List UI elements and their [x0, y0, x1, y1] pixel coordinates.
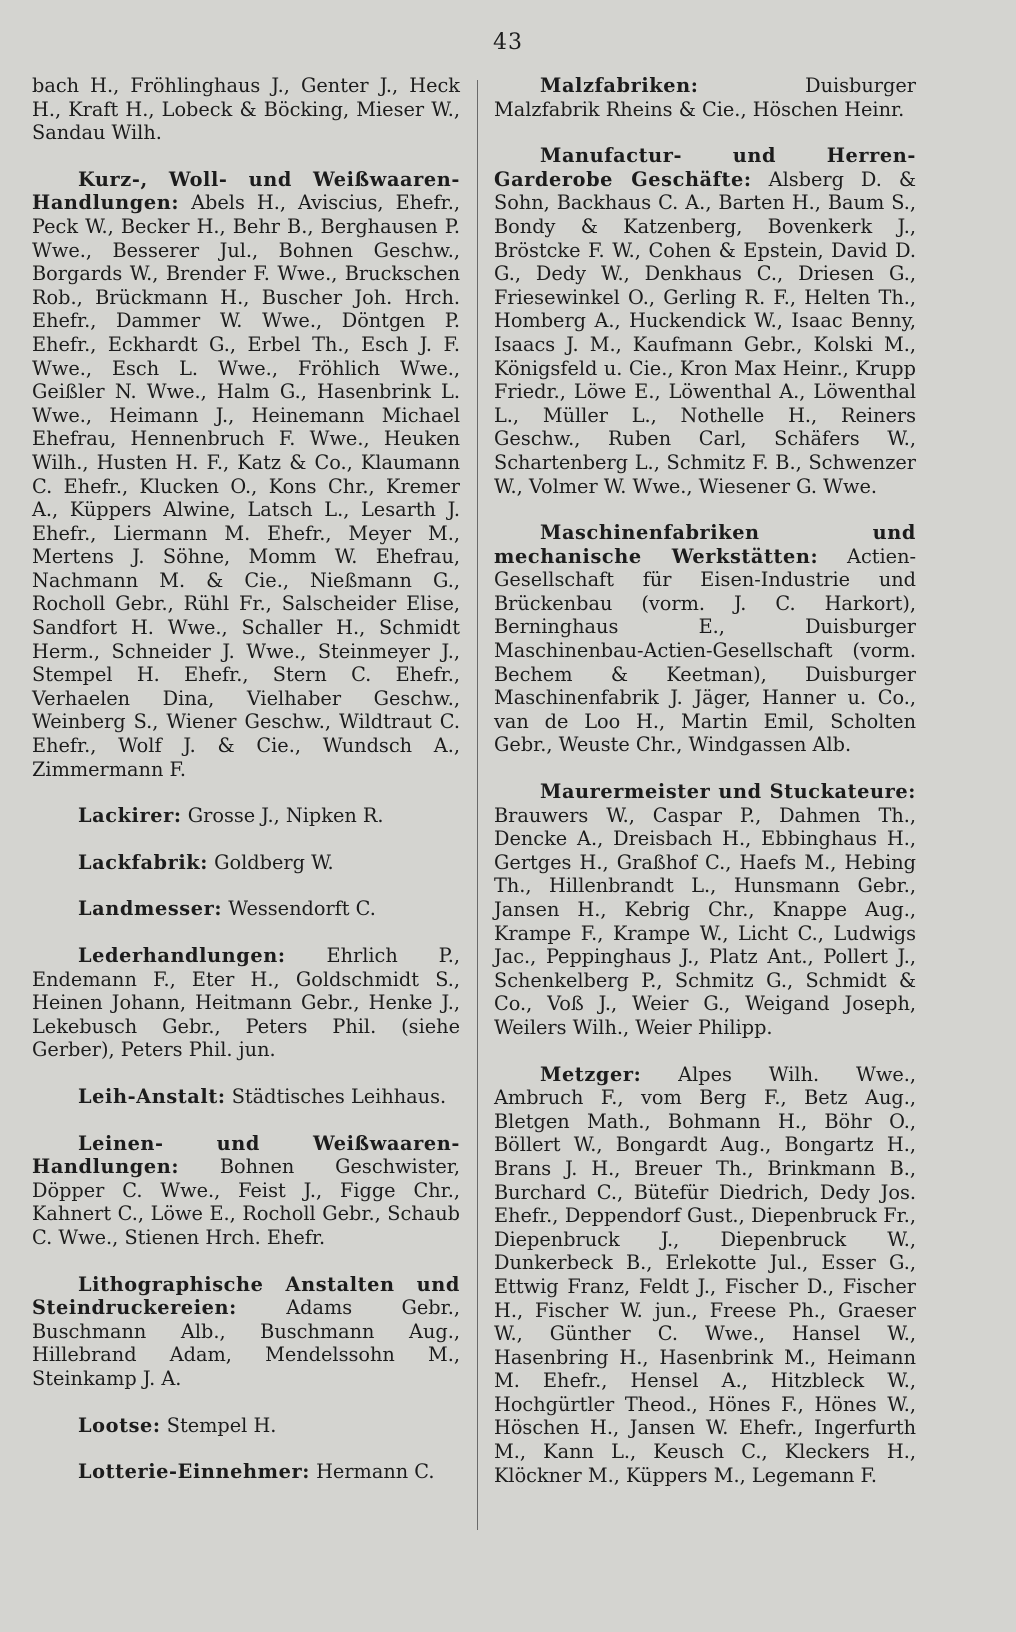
- entry-text: Bohnen Geschwister, Döpper C. Wwe., Feist J., Figge Chr., Kahnert C., Löwe E., Rocholl Gebr., Schaub C. Wwe., Stienen Hrch. Ehefr.: [32, 1155, 460, 1249]
- directory-entry: [494, 521, 916, 757]
- entry-heading: Maurermeister und Stuckateure:: [540, 780, 916, 804]
- entry-text: Städtisches Leihhaus.: [231, 1084, 447, 1108]
- entry-text: bach H., Fröhlinghaus J., Genter J., Heck H., Kraft H., Lobeck & Böcking, Mieser W., Sandau Wilh.: [32, 74, 460, 145]
- entry-heading: Kurz-, Woll- und Weißwaaren-Handlungen:: [32, 167, 460, 215]
- entry-heading: Lithographische Anstalten und Steindruckereien:: [32, 1272, 460, 1320]
- directory-entry: [494, 144, 916, 498]
- directory-entry: [494, 780, 916, 1040]
- directory-entry: [32, 897, 460, 921]
- entry-text: Actien-Gesellschaft für Eisen-Industrie und Brückenbau (vorm. J. C. Harkort), Berninghaus E., Duisburger Maschinenbau-Actien-Gesellschaft (vorm. Bechem & Keetman), Duisburger Maschinenfabrik J. Jäger, Hanner u. Co., van de Loo H., Martin Emil, Scholten Gebr., Weuste Chr., Windgassen Alb.: [494, 544, 916, 757]
- entry-heading: Maschinenfabriken und mechanische Werkstätten:: [494, 521, 916, 568]
- entry-text: Goldberg W.: [214, 850, 334, 874]
- entry-text: Abels H., Aviscius, Ehefr., Peck W., Becker H., Behr B., Berghausen P. Wwe., Besserer Jul., Bohnen Geschw., Borgards W., Brender F. Wwe., Bruckschen Rob., Brückmann H., Buscher Joh. Hrch. Ehefr., Dammer W. Wwe., Döntgen P. Ehefr., Eckhardt G., Erbel Th., Esch J. F. Wwe., Esch L. Wwe., Fröhlich Wwe., Geißler N. Wwe., Halm G., Hasenbrink L. Wwe., Heimann J., Heinemann Michael Ehefrau, Hennenbruch F. Wwe., Heuken Wilh., Husten H. F., Katz & Co., Klaumann C. Ehefr., Klucken O., Kons Chr., Kremer A., Küppers Alwine, Latsch L., Lesarth J. Ehefr., Liermann M. Ehefr., Meyer M., Mertens J. Söhne, Momm W. Ehefrau, Nachmann M. & Cie., Nießmann G., Rocholl Gebr., Rühl Fr., Salscheider Elise, Sandfort H. Wwe., Schaller H., Schmidt Herm., Schneider J. Wwe., Steinmeyer J., Stempel H. Ehefr., Stern C. Ehefr., Verhaelen Dina, Vielhaber Geschw., Weinberg S., Wiener Geschw., Wildtraut C. Ehefr., Wolf J. & Cie., Wundsch A., Zimmermann F.: [32, 191, 460, 781]
- entry-heading: Leinen- und Weißwaaren-Handlungen:: [32, 1131, 460, 1179]
- entry-text: Hermann C.: [316, 1460, 435, 1484]
- entry-text: Grosse J., Nipken R.: [187, 804, 384, 828]
- entry-heading: Lotterie-Einnehmer:: [78, 1460, 310, 1484]
- entry-text: Stempel H.: [166, 1413, 277, 1437]
- entry-text: Duisburger Malzfabrik Rheins & Cie., Höschen Heinr.: [494, 74, 916, 121]
- right-column: [494, 74, 916, 1510]
- column-divider: [477, 80, 478, 1530]
- entry-text: Alsberg D. & Sohn, Backhaus C. A., Barten H., Baum S., Bondy & Katzenberg, Bovenkerk J., Bröstcke F. W., Cohen & Epstein, David D. G., Dedy W., Denkhaus C., Driesen G., Friesewinkel O., Gerling R. F., Helten Th., Homberg A., Huckendick W., Isaac Benny, Isaacs J. M., Kaufmann Gebr., Kolski M., Königsfeld u. Cie., Kron Max Heinr., Krupp Friedr., Löwe E., Löwenthal A., Löwenthal L., Müller L., Nothelle H., Reiners Geschw., Ruben Carl, Schäfers W., Schartenberg L., Schmitz F. B., Schwenzer W., Volmer W. Wwe., Wiesener G. Wwe.: [494, 167, 916, 498]
- directory-entry: [32, 74, 460, 145]
- directory-entry: [32, 1273, 460, 1391]
- directory-entry: [32, 168, 460, 781]
- directory-entry: [32, 1460, 460, 1484]
- directory-entry: [32, 1085, 460, 1109]
- entry-heading: Lederhandlungen:: [78, 944, 286, 967]
- directory-entry: [32, 851, 460, 875]
- entry-heading: Leih-Anstalt:: [78, 1084, 226, 1108]
- entry-text: Wessendorft C.: [228, 897, 376, 921]
- entry-text: Adams Gebr., Buschmann Alb., Buschmann Aug., Hillebrand Adam, Mendelssohn M., Steinkamp J. A.: [32, 1296, 460, 1390]
- directory-entry: [494, 74, 916, 121]
- directory-entry: [494, 1063, 916, 1488]
- entry-heading: Lackfabrik:: [78, 850, 208, 874]
- entry-heading: Lootse:: [78, 1413, 161, 1437]
- entry-text: Brauwers W., Caspar P., Dahmen Th., Dencke A., Dreisbach H., Ebbinghaus H., Gertges H., Graßhof C., Haefs M., Hebing Th., Hillenbrandt L., Hunsmann Gebr., Jansen H., Kebrig Chr., Knappe Aug., Krampe F., Krampe W., Licht C., Ludwigs Jac., Peppinghaus J., Platz Ant., Pollert J., Schenkelberg P., Schmitz G., Schmidt & Co., Voß J., Weier G., Weigand Joseph, Weilers Wilh., Weier Philipp.: [494, 803, 916, 1039]
- entry-heading: Metzger:: [540, 1062, 642, 1086]
- directory-entry: [32, 804, 460, 828]
- page-number: 43: [493, 30, 523, 55]
- entry-heading: Landmesser:: [78, 897, 223, 921]
- entry-heading: Manufactur- und Herren-Garderobe Geschäfte:: [494, 144, 916, 191]
- directory-entry: [32, 1132, 460, 1250]
- left-column: [32, 74, 460, 1507]
- entry-heading: Malzfabriken:: [540, 74, 699, 97]
- entry-text: Alpes Wilh. Wwe., Ambruch F., vom Berg F., Betz Aug., Bletgen Math., Bohmann H., Böhr O., Böllert W., Bongardt Aug., Bongartz H., Brans J. H., Breuer Th., Brinkmann B., Burchard C., Bütefür Diedrich, Dedy Jos. Ehefr., Deppendorf Gust., Diepenbruck Fr., Diepenbruck J., Diepenbruck W., Dunkerbeck B., Erlekotte Jul., Esser G., Ettwig Franz, Feldt J., Fischer D., Fischer H., Fischer W. jun., Freese Ph., Graeser W., Günther C. Wwe., Hansel W., Hasenbring H., Hasenbrink M., Heimann M. Ehefr., Hensel A., Hitzbleck W., Hochgürtler Theod., Hönes F., Hönes W., Höschen H., Jansen W. Ehefr., Ingerfurth M., Kann L., Keusch C., Kleckers H., Klöckner M., Küppers M., Legemann F.: [494, 1062, 916, 1487]
- directory-entry: [32, 1414, 460, 1438]
- entry-heading: Lackirer:: [78, 804, 182, 828]
- directory-entry: [32, 944, 460, 1062]
- entry-text: Ehrlich P., Endemann F., Eter H., Goldschmidt S., Heinen Johann, Heitmann Gebr., Henke J., Lekebusch Gebr., Peters Phil. (siehe Gerber), Peters Phil. jun.: [32, 944, 460, 1062]
